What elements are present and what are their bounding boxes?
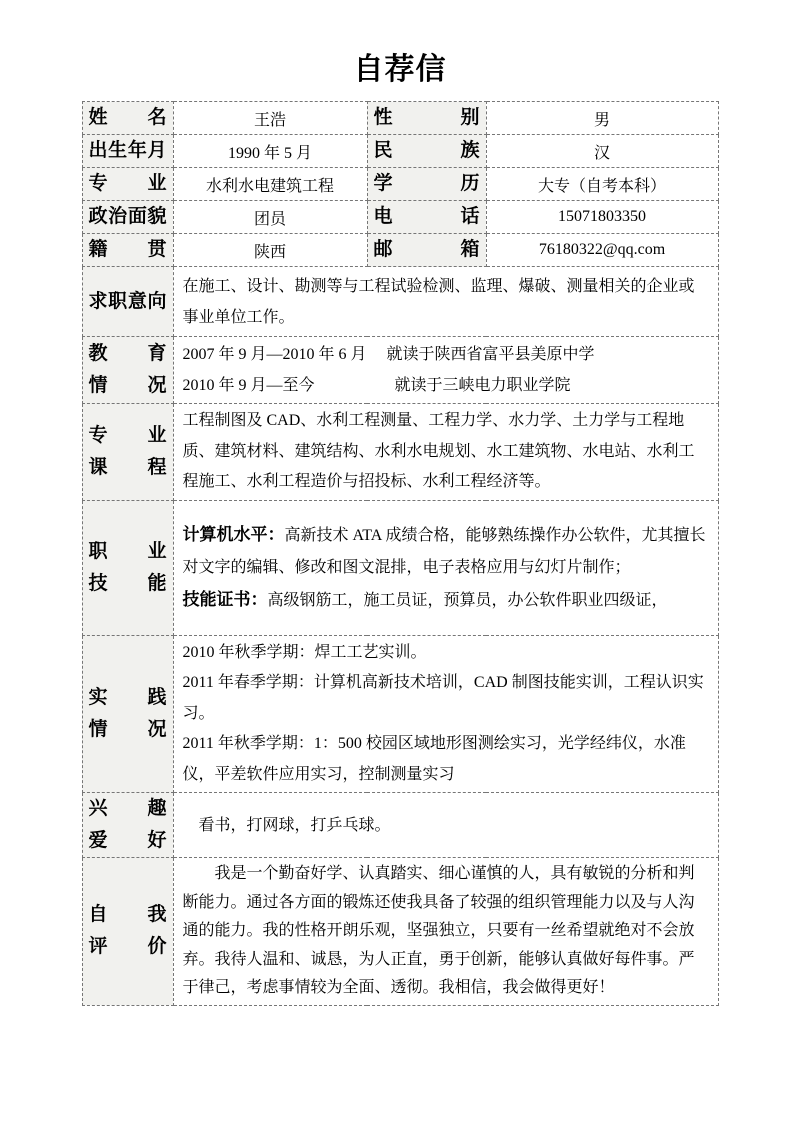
practice-content (173, 635, 718, 793)
table-row-name-gender (82, 102, 718, 135)
table-row-hobbies (82, 793, 718, 858)
ethnicity-value: 汉 (486, 135, 718, 168)
education-label-cell (82, 337, 173, 404)
document-title: 自荐信 (353, 53, 447, 86)
major-courses-label-cell (82, 404, 173, 501)
name-value: 王浩 (173, 102, 367, 135)
political-status-value: 团员 (173, 201, 367, 234)
education-line: 2007 年 9 月—2010 年 6 月 就读于陕西省富平县美原中学 (182, 346, 595, 363)
political-status-label-cell (82, 201, 173, 234)
table-row-major-courses (82, 404, 718, 501)
table-row-self-evaluation (82, 858, 718, 1006)
table-row-birth-ethnicity (82, 135, 718, 168)
practice-label-line1: 实践 (88, 686, 167, 708)
native-place-value: 陕西 (173, 234, 367, 267)
education-content (173, 337, 718, 404)
practice-line: 2011 年秋季学期：1：500 校园区域地形图测绘实习，光学经纬仪，水准仪，平差软件应用实习，控制测量实习 (182, 735, 686, 783)
practice-label-cell (82, 635, 173, 793)
self-evaluation-label-line1: 自我 (88, 904, 167, 926)
native-place-label-cell (82, 234, 173, 267)
self-evaluation-label-line2: 评价 (88, 936, 167, 958)
major-value: 水利水电建筑工程 (173, 168, 367, 201)
hobbies-label-cell (82, 793, 173, 858)
birth-value: 1990 年 5 月 (173, 135, 367, 168)
table-row-practice (82, 635, 718, 793)
education-line: 2010 年 9 月—至今 就读于三峡电力职业学院 (182, 377, 571, 394)
email-label: 邮箱 (373, 239, 480, 260)
vocational-skills-content (173, 500, 718, 635)
self-evaluation-label-cell (82, 858, 173, 1006)
hobbies-content (173, 793, 718, 858)
self-evaluation-content (173, 858, 718, 1006)
table-row-job-intention (82, 267, 718, 337)
computer-skill-title: 计算机水平： (182, 524, 285, 544)
table-row-major-degree (82, 168, 718, 201)
resume-table (82, 101, 719, 1006)
birth-label-cell (82, 135, 173, 168)
vocational-skills-label-line1: 职业 (88, 540, 167, 562)
ethnicity-label-cell (367, 135, 486, 168)
practice-label-line2: 情况 (88, 718, 167, 740)
table-row-vocational-skills (82, 500, 718, 635)
computer-skill-text: 高新技术 ATA 成绩合格，能够熟练操作办公软件，尤其擅长对文字的编辑、修改和图文混排，电子表格应用与幻灯片制作； (182, 526, 706, 576)
practice-line: 2011 年春季学期：计算机高新技术培训，CAD 制图技能实训，工程认识实习。 (182, 674, 704, 722)
gender-value: 男 (486, 102, 718, 135)
job-intention-text: 在施工、设计、勘测等与工程试验检测、监理、爆破、测量相关的企业或事业单位工作。 (182, 277, 695, 326)
hobbies-label-line1: 兴趣 (88, 798, 167, 819)
education-label-line2: 情况 (88, 375, 167, 396)
major-label: 专业 (88, 173, 167, 194)
certificates-line (183, 584, 709, 617)
phone-value: 15071803350 (486, 201, 718, 234)
phone-label: 电话 (373, 206, 480, 227)
major-courses-label-line2: 课程 (88, 456, 167, 478)
job-intention-label: 求职意向 (88, 290, 167, 312)
major-label-cell (82, 168, 173, 201)
certificates-text: 高级钢筋工，施工员证，预算员，办公软件职业四级证， (267, 591, 668, 609)
job-intention-content (173, 267, 718, 337)
gender-label: 性别 (373, 107, 480, 128)
table-row-native-email (82, 234, 718, 267)
major-courses-text: 工程制图及 CAD、水利工程测量、工程力学、水力学、土力学与工程地质、建筑材料、建筑结构、水利水电规划、水工建筑物、水电站、水利工程施工、水利工程造价与招投标、水利工程经济等。 (182, 412, 695, 490)
hobbies-text: 看书，打网球，打乒乓球。 (198, 816, 391, 834)
self-evaluation-text: 我是一个勤奋好学、认真踏实、细心谨慎的人，具有敏锐的分析和判断能力。通过各方面的锻炼还使我具备了较强的组织管理能力以及与人沟通的能力。我的性格开朗乐观，坚强独立，只要有一丝希望就绝对不会放弃。我待人温和、诚恳，为人正直，勇于创新，能够认真做好每件事。严于律己，考虑事情较为全面、透彻。我相信，我会做得更好！ (182, 865, 695, 997)
email-value: 76180322@qq.com (486, 234, 718, 267)
birth-label: 出生年月 (88, 140, 167, 161)
major-courses-content (173, 404, 718, 501)
degree-value: 大专（自考本科） (486, 168, 718, 201)
vocational-skills-label-cell (82, 500, 173, 635)
name-label: 姓名 (88, 107, 167, 128)
ethnicity-label: 民族 (373, 140, 480, 161)
vocational-skills-label-line2: 技能 (88, 572, 167, 594)
phone-label-cell (367, 201, 486, 234)
education-label-line1: 教育 (88, 343, 167, 364)
major-courses-label-line1: 专业 (88, 424, 167, 446)
native-place-label: 籍贯 (88, 239, 167, 260)
hobbies-label-line2: 爱好 (88, 830, 167, 851)
certificates-title: 技能证书： (182, 589, 268, 609)
job-intention-label-cell (82, 267, 173, 337)
name-label-cell (82, 102, 173, 135)
practice-line: 2010 年秋季学期：焊工工艺实训。 (182, 643, 427, 661)
email-label-cell (367, 234, 486, 267)
degree-label-cell (367, 168, 486, 201)
table-row-education (82, 337, 718, 404)
computer-skill-line (183, 519, 709, 584)
degree-label: 学历 (373, 173, 480, 194)
political-status-label: 政治面貌 (88, 206, 167, 227)
table-row-political-phone (82, 201, 718, 234)
gender-label-cell (367, 102, 486, 135)
